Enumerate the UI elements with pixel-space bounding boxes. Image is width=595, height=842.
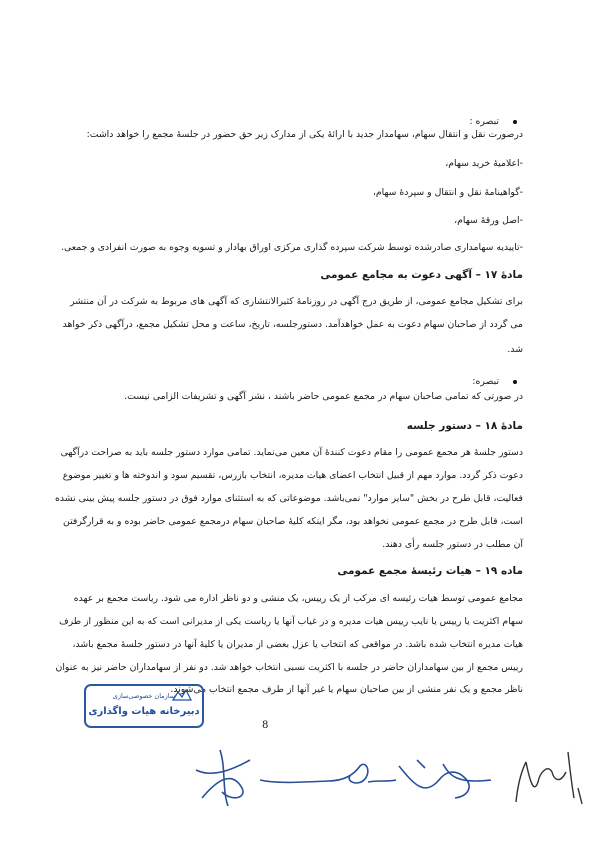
list-item: -اعلامیهٔ خرید سهام، [445,158,523,169]
note-text: در صورتی که تمامی صاحبان سهام در مجمع عمومی حاضر باشند ، نشر آگهی و تشریفات الزامی نیست. [124,391,523,402]
article-19-heading: ماده ۱۹ – هیات رئیسهٔ مجمع عمومی [337,565,523,577]
article-19-line: ناظر مجمع و یک نفر منشی از بین صاحبان سهام یا غیر آنها از طرف مجمع انتخاب می‌شوند. [170,684,523,695]
article-18-line: دستور جلسهٔ هر مجمع عمومی را مقام دعوت کنندهٔ آن معین می‌نماید. تمامی موارد دستور جلسه باید به صراحت درآگهی [60,447,523,458]
article-17-line: شد. [507,344,523,355]
signature-4-icon [508,742,588,812]
article-18-line: فعالیت، قابل طرح در بخش "سایر موارد" نمی‌باشد. موضوعاتی که به استثنای موارد فوق در دستور جلسه پیش بینی نشده [55,493,523,504]
signature-1-icon [192,740,262,810]
paragraph-transfer: درصورت نقل و انتقال سهام، سهامدار جدید با ارائهٔ یکی از مدارک زیر حق حضور در جلسهٔ مجمع را خواهد داشت: [86,129,523,140]
bullet-icon [513,380,517,384]
signature-3-icon [395,756,495,806]
stamp-line-2: دبیرخانه هیات واگذاری [88,706,200,717]
note-label: تبصره: [472,376,499,387]
page-number: 8 [262,720,269,731]
article-18-line: دعوت ذکر گردد. موارد مهم از قبیل انتخاب اعضای هیات مدیره، انتخاب بازرس، تقسیم سود و اندوخته ها و تغییر موضوع [62,470,523,481]
article-17-line: می گردد از صاحبان سهام دعوت به عمل خواهدآمد. دستورجلسه، تاریخ، ساعت و محل تشکیل مجمع، درآگهی ذکر خواهد [62,319,523,330]
article-17-heading: مادهٔ ۱۷ – آگهی دعوت به مجامع عمومی [320,269,523,281]
article-17-line: برای تشکیل مجامع عمومی، از طریق درج آگهی در روزنامهٔ کثیرالانتشاری که آگهی های مربوط به شرکت در آن منتشر [70,296,523,307]
list-item: -تاییدیه سهامداری صادرشده توسط شرکت سپرده گذاری مرکزی اوراق بهادار و تسویه وجوه به صورت انفرادی و جمعی. [61,242,523,253]
article-18-line: آن مطلب در دستور جلسه رأی دهند. [382,539,523,550]
note-label: تبصره : [469,116,499,127]
article-19-line: سهام اکثریت یا رییس یا نایب رییس هیات مدیره و در غیاب آنها یا ریاست یکی از مدیرانی است که به این منظور از طرف [58,616,523,627]
signature-2-icon [258,756,398,796]
list-item: -گواهینامهٔ نقل و انتقال و سپردهٔ سهام، [372,187,523,198]
article-19-line: مجامع عمومی توسط هیات رئیسه ای مرکب از یک رییس، یک منشی و دو ناظر اداره می شود. ریاست مجمع بر عهده [73,593,523,604]
bullet-icon [513,120,517,124]
article-18-heading: مادهٔ ۱۸ – دستور جلسه [406,420,523,432]
article-19-line: هیات مدیره انتخاب شده باشد. در مواقعی که انتخاب یا عزل بعضی از مدیران یا کلیهٔ آنها در دستور جلسهٔ مجمع باشد، [72,639,523,650]
list-item: -اصل ورقهٔ سهام، [454,215,523,226]
stamp-line-1: سازمان خصوصی‌سازی [112,692,176,700]
article-19-line: رییس مجمع از بین سهامداران حاضر در جلسه با اکثریت نسبی انتخاب خواهد شد. دو نفر از سهامداران حاضر نیز به عنوان [55,662,523,673]
official-stamp [84,684,204,728]
article-18-line: است، قابل طرح در مجمع عمومی نخواهد بود، مگر اینکه کلیهٔ صاحبان سهام درمجمع عمومی حاضر بوده و به قرارگرفتن [63,516,523,527]
